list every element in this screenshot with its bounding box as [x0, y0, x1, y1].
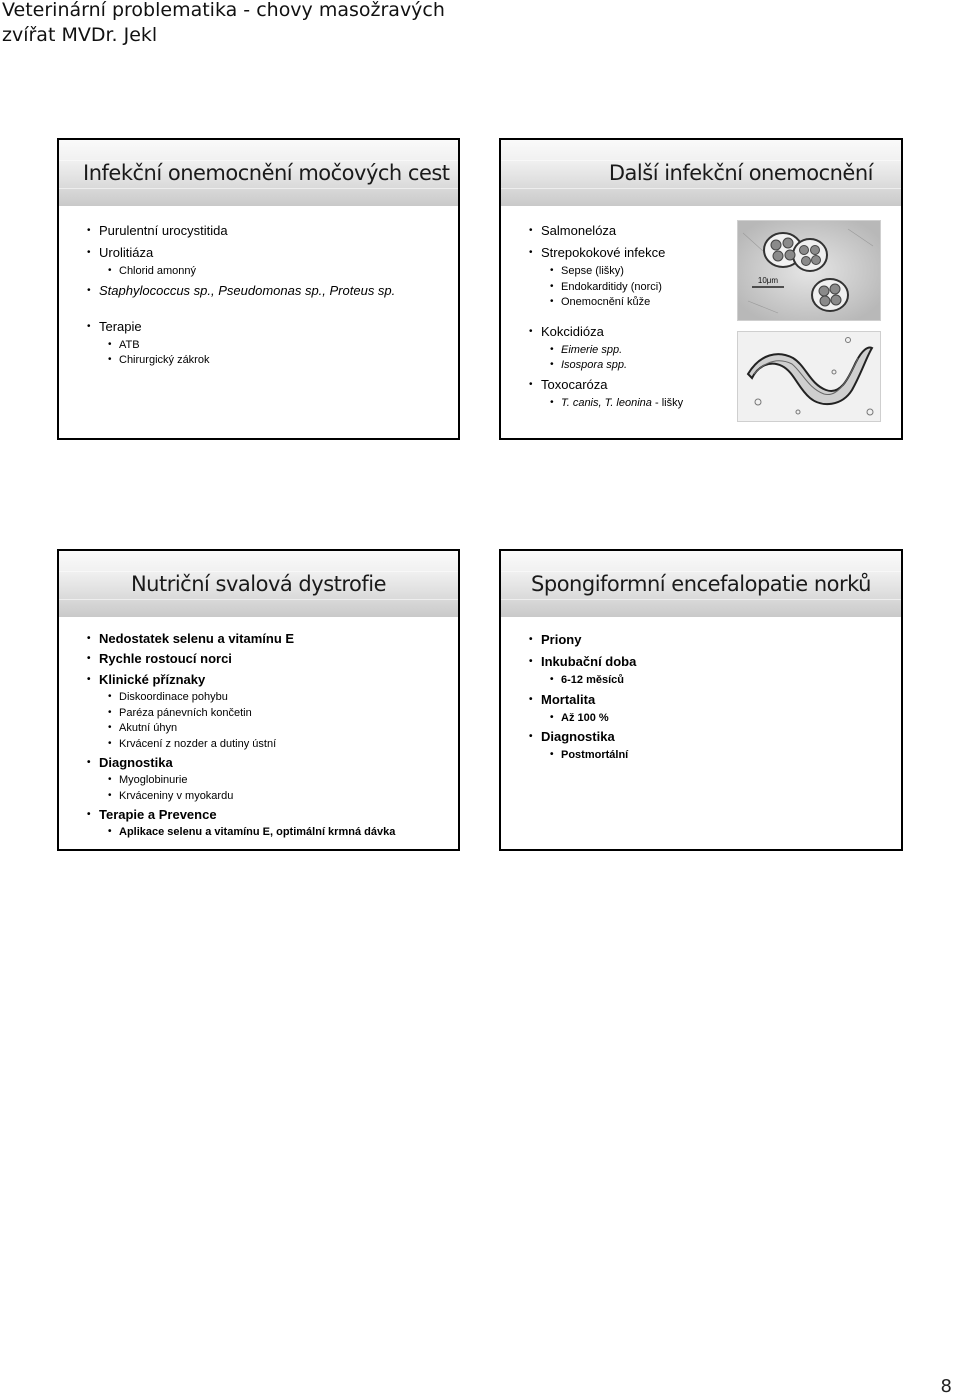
sub-bullet: • Paréza pánevních končetin — [87, 706, 448, 722]
sub-bullet: • ATB — [87, 338, 448, 354]
bullet: • Purulentní urocystitida — [87, 220, 448, 242]
scale-caption: 10μm — [757, 276, 779, 285]
slide-other-infections — [499, 138, 903, 440]
slide-content — [87, 629, 448, 841]
sub-bullet: • Aplikace selenu a vitamínu E, optimální krmná dávka — [87, 825, 448, 841]
document-header: Veterinární problematika - chovy masožravých zvířat MVDr. Jekl — [2, 0, 445, 46]
bullet: • Staphylococcus sp., Pseudomonas sp., Proteus sp. — [87, 280, 448, 302]
bullet: • Klinické příznaky — [87, 669, 448, 690]
bullet: • Rychle rostoucí norci — [87, 649, 448, 669]
bullet: • Nedostatek selenu a vitamínu E — [87, 629, 448, 649]
bullet: • Mortalita — [529, 689, 891, 711]
slide-content — [87, 220, 448, 369]
slide-nutritional-dystrophy — [57, 549, 460, 851]
slide-title: Infekční onemocnění močových cest — [83, 161, 450, 185]
slide-title: Spongiformní encefalopatie norků — [531, 572, 871, 596]
bullet: • Toxocaróza — [529, 374, 891, 396]
sub-bullet: • Až 100 % — [529, 711, 891, 727]
sub-bullet: • Isospora spp. — [529, 358, 891, 374]
sub-bullet: • Postmortální — [529, 748, 891, 764]
bullet: • Diagnostika — [529, 726, 891, 748]
bullet: • Strepokokové infekce — [529, 242, 891, 264]
bullet: • Terapie — [87, 316, 448, 338]
sub-bullet: • Krváceniny v myokardu — [87, 789, 448, 805]
slide-header — [501, 140, 901, 206]
slide-content — [529, 629, 891, 764]
slide-urinary-infections — [57, 138, 460, 440]
sub-bullet: • Chirurgický zákrok — [87, 353, 448, 369]
sub-bullet: • T. canis, T. leonina - lišky — [529, 396, 891, 412]
bullet: • Inkubační doba — [529, 651, 891, 673]
nematode-larva-micrograph-icon — [737, 331, 881, 422]
slide-spongiform-encephalopathy — [499, 549, 903, 851]
sub-bullet: • 6-12 měsíců — [529, 673, 891, 689]
bullet: • Terapie a Prevence — [87, 804, 448, 825]
bullet: • Urolitiáza — [87, 242, 448, 264]
slide-header — [501, 551, 901, 617]
slide-header — [59, 551, 458, 617]
slide-title: Další infekční onemocnění — [608, 161, 873, 185]
coccidia-oocyst-micrograph-icon — [737, 220, 881, 321]
sub-bullet: • Akutní úhyn — [87, 721, 448, 737]
bullet: • Kokcidióza — [529, 321, 891, 343]
sub-bullet: • Onemocnění kůže — [529, 295, 891, 311]
sub-bullet: • Eimerie spp. — [529, 343, 891, 359]
bullet: • Priony — [529, 629, 891, 651]
sub-bullet: • Endokarditidy (norci) — [529, 280, 891, 296]
bullet: • Salmonelóza — [529, 220, 891, 242]
sub-bullet: • Chlorid amonný — [87, 264, 448, 280]
sub-bullet: • Myoglobinurie — [87, 773, 448, 789]
slide-header — [59, 140, 458, 206]
sub-bullet: • Sepse (lišky) — [529, 264, 891, 280]
bullet: • Diagnostika — [87, 752, 448, 773]
sub-bullet: • Diskoordinace pohybu — [87, 690, 448, 706]
sub-bullet: • Krvácení z nozder a dutiny ústní — [87, 737, 448, 753]
page-number: 8 — [940, 1376, 952, 1397]
slide-title: Nutriční svalová dystrofie — [130, 572, 387, 596]
